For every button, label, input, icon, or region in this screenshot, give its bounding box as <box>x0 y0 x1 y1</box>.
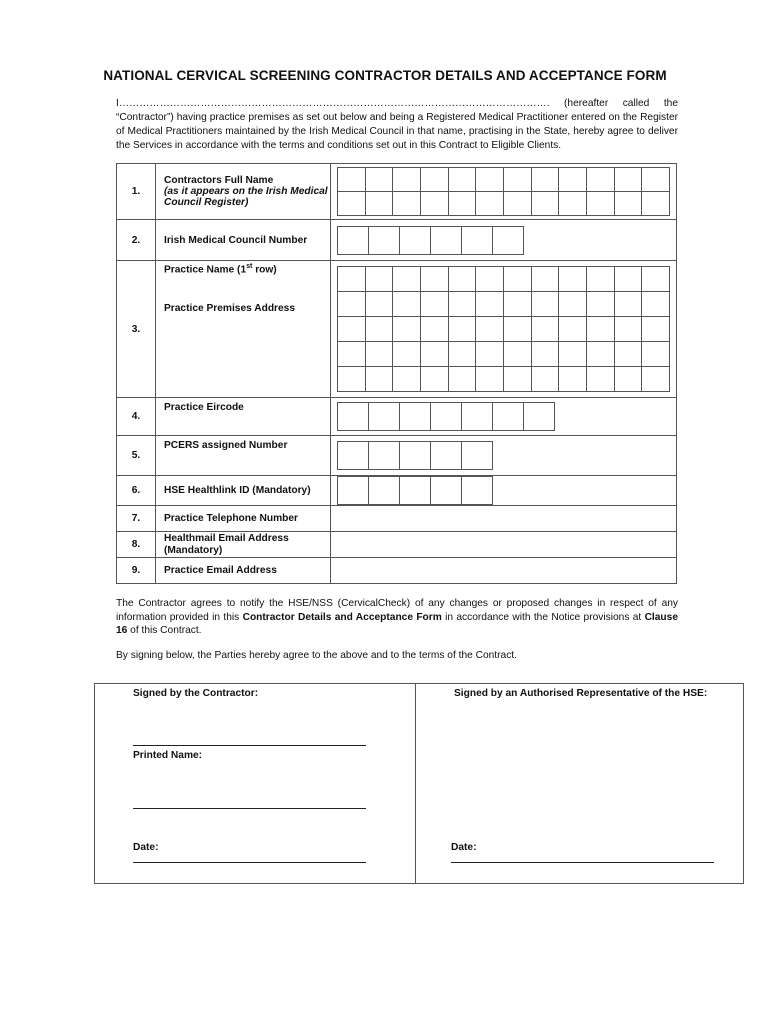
healthmail-label: Healthmail Email Address (Mandatory) <box>156 532 331 558</box>
council-number-grid-cell <box>331 220 677 261</box>
table-row <box>117 506 677 532</box>
row-number: 3. <box>117 261 156 398</box>
table-row <box>117 436 677 476</box>
practice-address-grid-cell <box>331 261 677 398</box>
intro-text: I………………………………………………………………………………………………………………. (hereafter called the “Contractor”) having practice premises as set out below and being a Registered Medical Practitioner entered on the Register of Medical Practitioners maintained by the Irish Medical Council in that name, practising in the State, hereby agree to deliver the Services in accordance with the terms and conditions set out in this Contract to Eligible Clients. <box>116 98 678 151</box>
row-number: 1. <box>117 164 156 220</box>
eircode-grid[interactable] <box>337 402 555 431</box>
row-number: 4. <box>117 398 156 436</box>
telephone-label: Practice Telephone Number <box>156 506 331 532</box>
council-number-label: Irish Medical Council Number <box>156 220 331 261</box>
contractor-signature-line[interactable] <box>133 745 366 746</box>
table-row <box>117 532 677 558</box>
row-label <box>156 164 331 220</box>
practice-email-field[interactable] <box>331 558 677 584</box>
row-number: 9. <box>117 558 156 584</box>
contractor-signature-cell <box>95 684 416 884</box>
pcers-number-label: PCERS assigned Number <box>156 436 331 476</box>
eircode-label: Practice Eircode <box>156 398 331 436</box>
signature-table <box>94 683 744 884</box>
hse-signed-label: Signed by an Authorised Representative of the HSE: <box>454 688 708 699</box>
table-row <box>117 261 677 398</box>
notify-paragraph: The Contractor agrees to notify the HSE/NSS (CervicalCheck) of any changes or proposed changes in respect of any information provided in this Contractor Details and Acceptance Form in accordance with the Notice provisions at Clause 16 of this Contract. <box>116 598 678 636</box>
pcers-number-grid[interactable] <box>337 441 493 470</box>
table-row <box>117 164 677 220</box>
hse-signature-cell <box>416 684 744 884</box>
healthlink-id-grid[interactable] <box>337 476 493 505</box>
row-number: 6. <box>117 476 156 506</box>
table-row <box>117 558 677 584</box>
table-row <box>117 398 677 436</box>
contractor-date-label: Date: <box>133 842 159 853</box>
practice-address-label: Practice Premises Address <box>164 303 296 315</box>
healthlink-id-label: HSE Healthlink ID (Mandatory) <box>156 476 331 506</box>
hse-date-label: Date: <box>451 842 477 853</box>
table-row <box>117 220 677 261</box>
row-label <box>156 261 331 398</box>
full-name-grid-cell <box>331 164 677 220</box>
healthmail-field[interactable] <box>331 532 677 558</box>
full-name-grid[interactable] <box>337 167 670 216</box>
form-title: NATIONAL CERVICAL SCREENING CONTRACTOR DETAILS AND ACCEPTANCE FORM <box>103 68 667 83</box>
intro-paragraph <box>116 97 678 153</box>
full-name-label: Contractors Full Name <box>164 175 274 186</box>
contractor-signed-label: Signed by the Contractor: <box>133 688 259 699</box>
row-number: 7. <box>117 506 156 532</box>
pcers-number-grid-cell <box>331 436 677 476</box>
practice-email-label: Practice Email Address <box>156 558 331 584</box>
printed-name-line[interactable] <box>133 808 366 809</box>
practice-name-label: Practice Name (1st row) <box>164 263 277 276</box>
contractor-date-line[interactable] <box>133 862 366 863</box>
full-name-sublabel: (as it appears on the Irish Medical Council Register) <box>164 186 328 208</box>
hse-date-line[interactable] <box>451 862 714 863</box>
council-number-grid[interactable] <box>337 226 524 255</box>
row-number: 5. <box>117 436 156 476</box>
eircode-grid-cell <box>331 398 677 436</box>
telephone-field[interactable] <box>331 506 677 532</box>
table-row <box>117 476 677 506</box>
row-number: 8. <box>117 532 156 558</box>
printed-name-label: Printed Name: <box>133 750 203 761</box>
contractor-details-table <box>116 163 677 584</box>
row-number: 2. <box>117 220 156 261</box>
notification-section <box>116 597 678 673</box>
agree-paragraph: By signing below, the Parties hereby agree to the above and to the terms of the Contract. <box>116 649 517 661</box>
healthlink-id-grid-cell <box>331 476 677 506</box>
practice-address-grid[interactable] <box>337 266 670 392</box>
